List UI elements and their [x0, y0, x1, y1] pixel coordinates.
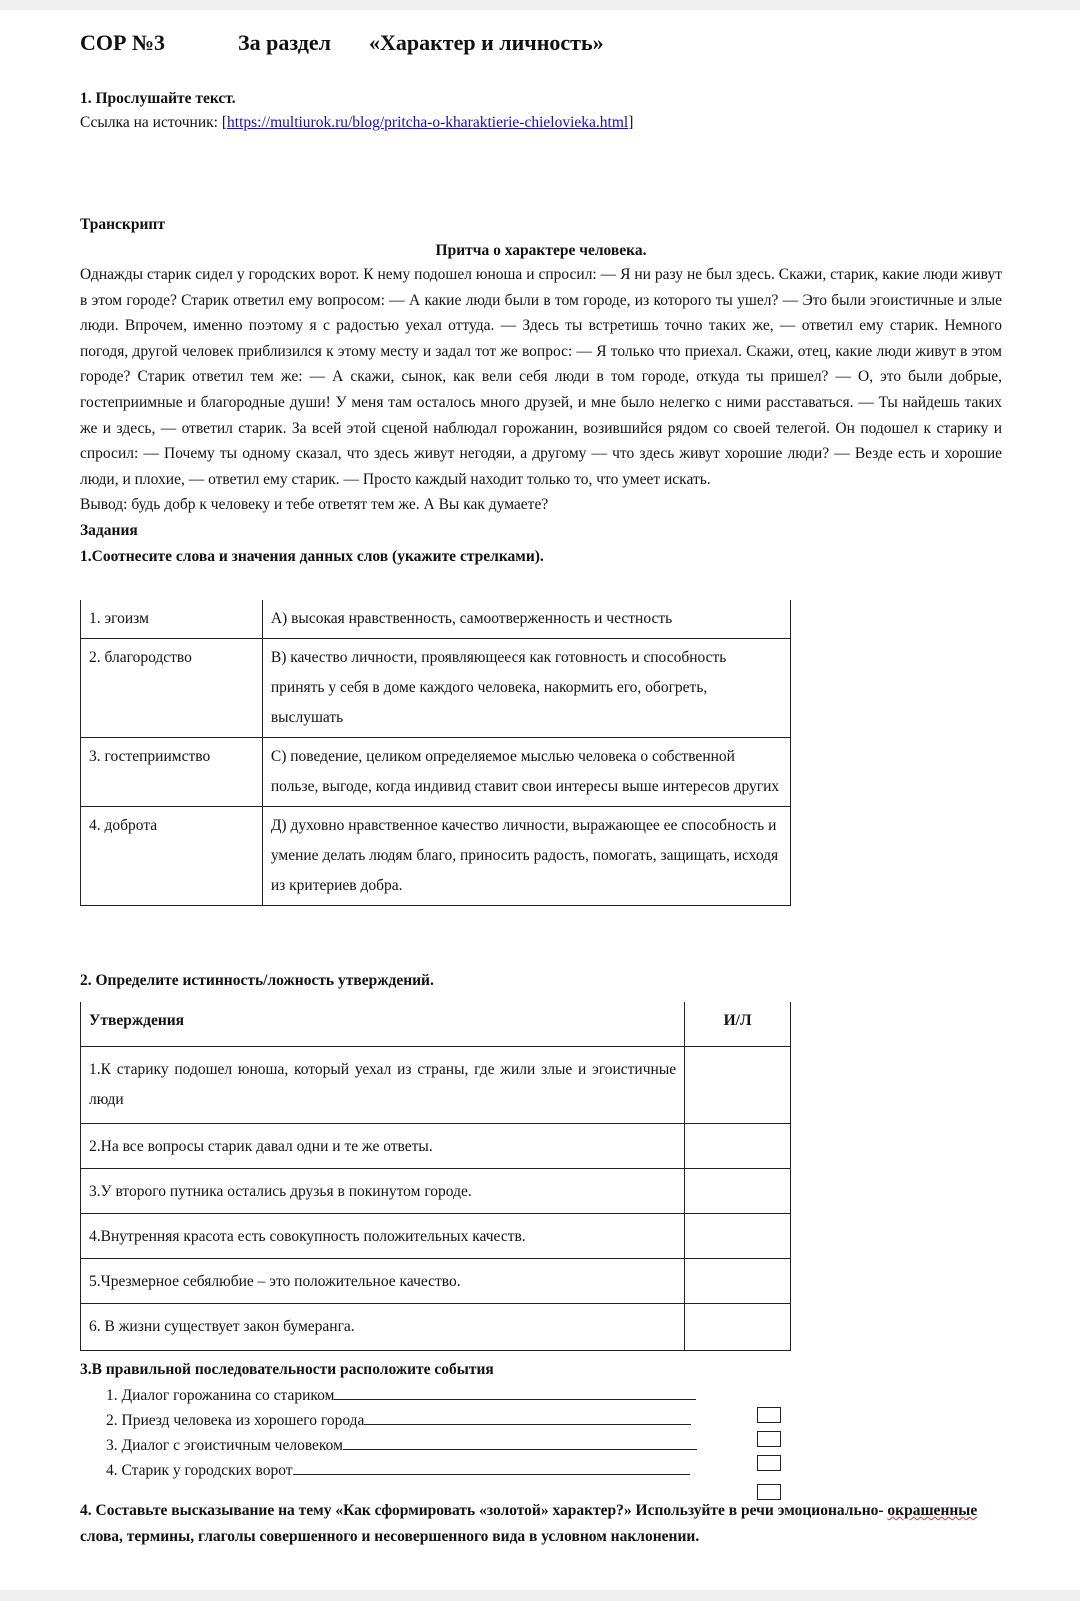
meaning-cell: С) поведение, целиком определяемое мыслью человека о собственной пользе, выгоде, когда индивид ставит свои интересы выше интересов других	[262, 738, 790, 807]
task4-text	[80, 1498, 1002, 1549]
statement-cell: 4.Внутренняя красота есть совокупность положительных качеств.	[81, 1214, 685, 1259]
sequence-checkbox[interactable]	[757, 1407, 781, 1423]
table-row	[81, 1214, 791, 1259]
answer-cell[interactable]	[685, 1214, 791, 1259]
answer-cell[interactable]	[685, 1047, 791, 1124]
sequence-item-label: 2. Приезд человека из хорошего города	[106, 1412, 365, 1429]
task1-title: 1.Соотнесите слова и значения данных слов (укажите стрелками).	[80, 547, 544, 565]
sequence-item-label: 1. Диалог горожанина со стариком	[106, 1387, 335, 1404]
true-false-table	[80, 1002, 791, 1351]
table-row	[81, 600, 791, 639]
matching-table	[80, 600, 791, 906]
statement-cell: 6. В жизни существует закон бумеранга.	[81, 1304, 685, 1351]
answer-line	[293, 1474, 690, 1475]
sor-number: СОР №3	[80, 30, 166, 55]
task4-text-part: 4. Составьте высказывание на тему «Как сформировать «золотой» характер?» Используйте в речи эмоционально-	[80, 1502, 888, 1519]
statements-header: Утверждения	[81, 1002, 685, 1047]
word-cell: 1. эгоизм	[81, 600, 263, 639]
source-link[interactable]: https://multiurok.ru/blog/pritcha-o-kharaktierie-chielovieka.html	[227, 114, 629, 131]
answer-line	[364, 1424, 691, 1425]
word-cell: 2. благородство	[81, 639, 263, 738]
answer-line	[334, 1399, 696, 1400]
statement-cell: 1.К старику подошел юноша, который уехал из страны, где жили злые и эгоистичные люди	[81, 1047, 685, 1124]
table-header-row	[81, 1002, 791, 1047]
spellcheck-word: окрашенные	[887, 1502, 978, 1519]
transcript-label: Транскрипт	[80, 216, 165, 233]
task1-intro-heading: 1. Прослушайте текст.	[80, 90, 236, 107]
source-line	[80, 110, 633, 136]
sequence-item-label: 3. Диалог с эгоистичным человеком	[106, 1437, 343, 1454]
conclusion-text: Вывод: будь добр к человеку и тебе ответят тем же. А Вы как думаете?	[80, 496, 549, 514]
table-row	[81, 1047, 791, 1124]
task3-title: 3.В правильной последовательности расположите события	[80, 1361, 494, 1378]
tf-header: И/Л	[685, 1002, 791, 1047]
answer-line	[343, 1449, 697, 1450]
transcript-title: Притча о характере человека.	[435, 242, 647, 259]
sequence-item	[106, 1433, 697, 1459]
sequence-item-label: 4. Старик у городских ворот	[106, 1462, 293, 1479]
meaning-cell: В) качество личности, проявляющееся как готовность и способность принять у себя в доме каждого человека, накормить его, обогреть, выслушать	[262, 639, 790, 738]
answer-cell[interactable]	[685, 1124, 791, 1169]
meaning-cell: А) высокая нравственность, самоотверженность и честность	[262, 600, 790, 639]
tasks-label: Задания	[80, 521, 138, 539]
section-name: «Характер и личность»	[369, 30, 604, 55]
table-row	[81, 1169, 791, 1214]
sequence-item	[106, 1458, 690, 1484]
sequence-checkbox[interactable]	[757, 1455, 781, 1471]
section-label: За раздел	[238, 30, 332, 55]
table-row	[81, 1124, 791, 1169]
word-cell: 3. гостеприимство	[81, 738, 263, 807]
statement-cell: 5.Чрезмерное себялюбие – это положительное качество.	[81, 1259, 685, 1304]
parable-text: Однажды старик сидел у городских ворот. К нему подошел юноша и спросил: — Я ни разу не был здесь. Скажи, старик, какие люди живут в этом городе? Старик ответил ему вопросом: — А какие люди были в том городе, из которого ты ушел? — Это были эгоистичные и злые люди. Впрочем, именно поэтому я с радостью уехал оттуда. — Здесь ты встретишь точно таких же, — ответил ему старик. Немного погодя, другой человек приблизился к этому месту и задал тот же вопрос: — Я только что приехал. Скажи, отец, какие люди живут в этом городе? Старик ответил тем же: — А скажи, сынок, как вели себя люди в том городе, откуда ты пришел? — О, это были добрые, гостеприимные и благородные души! У меня там осталось много друзей, и мне было нелегко с ними расставаться. — Ты найдешь таких же и здесь, — ответил старик. За всей этой сценой наблюдал горожанин, возившийся рядом со своей телегой. Он подошел к старику и спросил: — Почему ты одному сказал, что здесь живут негодяи, а другому — что здесь живут хорошие люди? — Везде есть и хорошие люди, и плохие, — ответил ему старик. — Просто каждый находит только то, что умеет искать.	[80, 266, 1002, 488]
source-label: Ссылка на источник: [	[80, 114, 228, 131]
answer-cell[interactable]	[685, 1259, 791, 1304]
table-row	[81, 1259, 791, 1304]
statement-cell: 3.У второго путника остались друзья в покинутом городе.	[81, 1169, 685, 1214]
answer-cell[interactable]	[685, 1169, 791, 1214]
table-row	[81, 639, 791, 738]
table-row	[81, 807, 791, 906]
transcript-body	[80, 262, 1002, 569]
answer-cell[interactable]	[685, 1304, 791, 1351]
document-page	[0, 10, 1080, 1590]
sequence-checkbox[interactable]	[757, 1431, 781, 1447]
statement-cell: 2.На все вопросы старик давал одни и те же ответы.	[81, 1124, 685, 1169]
task2-title: 2. Определите истинность/ложность утверждений.	[80, 972, 434, 989]
task4-text-part: слова, термины, глаголы совершенного и несовершенного вида в условном наклонении.	[80, 1527, 700, 1545]
sequence-item	[106, 1408, 691, 1434]
meaning-cell: Д) духовно нравственное качество личности, выражающее ее способность и умение делать людям благо, приносить радость, помогать, защищать, исходя из критериев добра.	[262, 807, 790, 906]
sequence-item	[106, 1383, 696, 1409]
source-close: ]	[628, 114, 634, 131]
table-row	[81, 738, 791, 807]
table-row	[81, 1304, 791, 1351]
word-cell: 4. доброта	[81, 807, 263, 906]
